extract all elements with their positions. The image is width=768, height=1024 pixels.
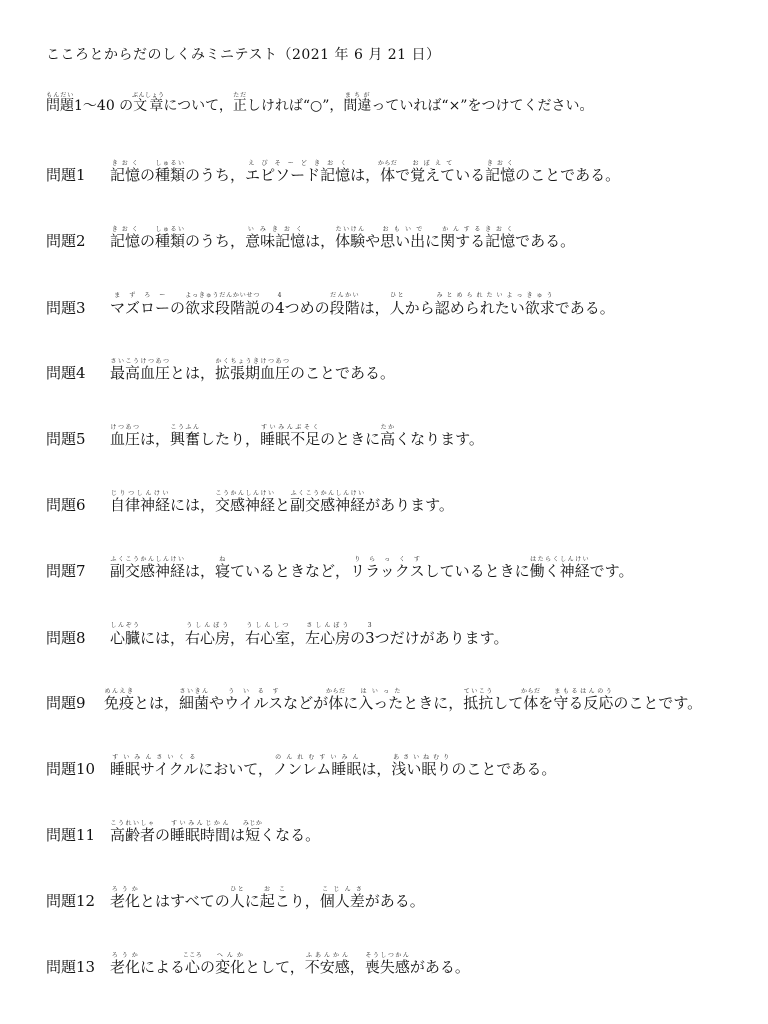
ruby-word: 左心房さしんぼう — [305, 622, 351, 647]
ruby-word: 記憶きおく — [485, 160, 516, 184]
ruby-reading: かんするきおく — [440, 226, 516, 233]
text-segment: とは， — [170, 364, 216, 382]
ruby-word: リラックスりらっくす — [350, 556, 425, 580]
ruby-word: 自律神経じりつしんけい — [110, 490, 171, 514]
ruby-word: 老化ろうか — [110, 886, 141, 910]
question-number: 問題5 — [46, 430, 86, 448]
ruby-reading: こころ — [182, 952, 203, 959]
question-text — [110, 556, 634, 580]
text-segment: は， — [361, 760, 392, 778]
ruby-word: 入ったはいった — [358, 688, 404, 712]
text-segment: ときに， — [403, 694, 464, 712]
ruby-reading: さいきん — [179, 688, 210, 695]
question-text — [110, 424, 484, 448]
ruby-reading: こじんさ — [319, 886, 365, 893]
ruby-word: 高齢者こうれいしゃ — [110, 820, 156, 844]
ruby-reading: うしんぼう — [185, 622, 231, 629]
question-item — [46, 754, 556, 779]
ruby-reading: ふくこうかんしんけい — [110, 556, 186, 563]
text-segment: や — [365, 232, 381, 250]
ruby-word: 覚えておぼえて — [410, 160, 456, 184]
ruby-word: 短みじか — [242, 820, 263, 844]
ruby-reading: しゅるい — [155, 226, 186, 233]
ruby-word: 最高血圧さいこうけつあつ — [110, 358, 171, 382]
ruby-word: 体からだ — [325, 688, 346, 712]
ruby-reading: ういるす — [224, 688, 284, 695]
question-item — [46, 490, 454, 515]
ruby-reading: おもいで — [380, 226, 426, 233]
ruby-reading: すいみんさいくる — [110, 754, 199, 761]
ruby-word: 思い出おもいで — [380, 226, 426, 250]
question-number: 問題4 — [46, 364, 86, 382]
question-text — [110, 292, 615, 317]
ruby-word: ウイルスういるす — [224, 688, 284, 712]
text-segment: で — [395, 166, 411, 184]
question-item — [46, 424, 484, 449]
ruby-reading: からだ — [377, 160, 398, 167]
text-segment: として， — [245, 958, 305, 976]
ruby-word: 間違まちが — [343, 92, 372, 114]
text-segment: して — [493, 694, 524, 712]
question-number: 問題8 — [46, 629, 86, 647]
question-item — [46, 226, 575, 251]
text-segment: がある。 — [409, 958, 470, 976]
ruby-reading: たか — [380, 424, 396, 431]
ruby-reading: そうしつかん — [364, 952, 410, 959]
question-item — [46, 952, 470, 977]
text-segment: の — [350, 629, 366, 647]
ruby-word: 33 — [365, 622, 375, 647]
instructions-body — [74, 92, 594, 114]
ruby-word: 血圧けつあつ — [110, 424, 141, 448]
text-segment: の — [200, 958, 216, 976]
question-text — [104, 688, 703, 712]
ruby-word: 記憶きおく — [110, 226, 141, 250]
ruby-word: 老化ろうか — [110, 952, 141, 976]
ruby-reading: こうふん — [170, 424, 201, 431]
ruby-word: 心臓しんぞう — [110, 622, 141, 647]
ruby-word: 段階だんかい — [329, 292, 360, 317]
ruby-word: 種類しゅるい — [155, 160, 186, 184]
ruby-word: 働く神経はたらくしんけい — [529, 556, 590, 580]
text-segment: ， — [230, 629, 246, 647]
ruby-word: 免疫めんえき — [104, 688, 135, 712]
ruby-word: 不安感ふあんかん — [304, 952, 350, 976]
ruby-reading: しんぞう — [110, 622, 141, 629]
ruby-reading: きおく — [110, 160, 141, 167]
text-segment: の — [260, 299, 276, 317]
ruby-word: 細菌さいきん — [179, 688, 210, 712]
ruby-word: 欲求段階説よっきゅうだんかいせつ — [185, 292, 261, 317]
text-segment: は， — [185, 562, 216, 580]
ruby-reading: みとめられたいよっきゅう — [434, 292, 555, 299]
text-segment: いる — [455, 166, 486, 184]
ruby-reading: こうかんしんけい — [215, 490, 276, 497]
ruby-word: 変化へんか — [215, 952, 246, 976]
ruby-reading: ふあんかん — [304, 952, 350, 959]
text-segment: のうち， — [185, 166, 246, 184]
ruby-word: 副交感神経ふくこうかんしんけい — [290, 490, 366, 514]
ruby-reading: こうれいしゃ — [110, 820, 156, 827]
ruby-word: 記憶きおく — [110, 160, 141, 184]
text-segment: は， — [359, 299, 390, 317]
ruby-reading: りらっくす — [350, 556, 425, 563]
text-segment: において， — [198, 760, 273, 778]
ruby-word: 高たか — [380, 424, 396, 448]
ruby-word: ノンレム睡眠のんれむすいみん — [272, 754, 362, 778]
ruby-reading: きおく — [110, 226, 141, 233]
text-segment: の — [155, 826, 171, 844]
ruby-word: 右心室うしんしつ — [245, 622, 291, 647]
text-segment: ， — [290, 629, 306, 647]
ruby-word: 44 — [275, 292, 285, 317]
ruby-reading: ていこう — [463, 688, 494, 695]
text-segment: に — [343, 694, 359, 712]
ruby-reading: きおく — [485, 160, 516, 167]
ruby-reading: からだ — [521, 688, 541, 695]
ruby-reading: からだ — [325, 688, 346, 695]
ruby-word: 関する記憶かんするきおく — [440, 226, 516, 250]
question-item — [46, 556, 633, 581]
text-segment: は， — [305, 232, 336, 250]
text-segment: に — [425, 232, 441, 250]
ruby-word: 体験たいけん — [335, 226, 366, 250]
ruby-word: 個人差こじんさ — [319, 886, 365, 910]
worksheet-title: こころとからだのしくみミニテスト（2021 年 6 月 21 日） — [46, 47, 441, 63]
text-segment: です。 — [589, 562, 634, 580]
ruby-reading: いみきおく — [245, 226, 306, 233]
ruby-reading: おぼえて — [410, 160, 456, 167]
question-text — [110, 490, 454, 514]
ruby-word: 睡眠時間すいみんじかん — [170, 820, 231, 844]
text-segment: つめの — [284, 299, 330, 317]
text-segment: のことです。 — [613, 694, 703, 712]
question-item — [46, 820, 320, 845]
question-item — [46, 292, 615, 318]
ruby-word: 意味記憶いみきおく — [245, 226, 306, 250]
instructions-label — [46, 92, 74, 114]
ruby-reading: まもるはんのう — [553, 688, 614, 695]
ruby-reading: けつあつ — [110, 424, 141, 431]
text-segment: しているときに — [424, 562, 530, 580]
question-text — [110, 886, 425, 910]
ruby-reading: まちが — [343, 92, 372, 99]
ruby-reading: さいこうけつあつ — [110, 358, 171, 365]
text-segment: しければ“○”， — [246, 98, 344, 114]
ruby-word: 喪失感そうしつかん — [364, 952, 410, 976]
instructions-line — [46, 92, 593, 115]
ruby-reading: ひと — [229, 886, 245, 893]
ruby-reading: すいみんじかん — [170, 820, 231, 827]
ruby-reading: じりつしんけい — [110, 490, 171, 497]
ruby-word: マズローまずろー — [110, 292, 171, 317]
ruby-word: 認められたい欲求みとめられたいよっきゅう — [434, 292, 555, 317]
question-number: 問題3 — [46, 299, 86, 317]
question-item — [46, 358, 395, 383]
ruby-word: 体からだ — [377, 160, 398, 184]
text-segment: くなります。 — [395, 430, 484, 448]
question-item — [46, 688, 702, 713]
ruby-reading: すいみんぶそく — [260, 424, 321, 431]
text-segment: には， — [170, 496, 216, 514]
question-number: 問題6 — [46, 496, 86, 514]
ruby-reading: ね — [215, 556, 231, 563]
ruby-reading: 4 — [275, 292, 285, 299]
ruby-word: 人ひと — [229, 886, 245, 910]
text-segment: のうち， — [185, 232, 246, 250]
text-segment: は， — [350, 166, 381, 184]
text-segment: に — [244, 892, 260, 910]
text-segment: のことである。 — [515, 166, 621, 184]
text-segment: は， — [140, 430, 171, 448]
ruby-word: 体からだ — [521, 688, 541, 712]
ruby-word: 浅い眠りあさいねむり — [391, 754, 452, 778]
ruby-word: 種類しゅるい — [155, 226, 186, 250]
question-text — [110, 754, 557, 778]
ruby-reading: しゅるい — [155, 160, 186, 167]
ruby-word: 右心房うしんぼう — [185, 622, 231, 647]
question-item — [46, 886, 425, 911]
ruby-reading: はいった — [358, 688, 404, 695]
question-number: 問題9 — [46, 694, 86, 712]
ruby-reading: だんかい — [329, 292, 360, 299]
question-number: 問題2 — [46, 232, 86, 250]
ruby-word: 抵抗ていこう — [463, 688, 494, 712]
text-segment: には， — [140, 629, 186, 647]
ruby-reading: あさいねむり — [391, 754, 452, 761]
ruby-word: 睡眠不足すいみんぶそく — [260, 424, 321, 448]
ruby-word: 守る反応まもるはんのう — [553, 688, 614, 712]
ruby-reading: うしんしつ — [245, 622, 291, 629]
text-segment: の — [170, 299, 186, 317]
text-segment: である。 — [515, 232, 576, 250]
question-number: 問題7 — [46, 562, 86, 580]
ruby-word: 交感神経こうかんしんけい — [215, 490, 276, 514]
text-segment: のときに — [320, 430, 381, 448]
ruby-word: エピソード記憶えぴそーどきおく — [245, 160, 351, 184]
text-segment: したり， — [200, 430, 261, 448]
question-number: 問題10 — [46, 760, 96, 778]
instructions-label-text: 問題 — [46, 98, 74, 114]
question-number: 問題1 — [46, 166, 86, 184]
text-segment: は — [230, 826, 246, 844]
ruby-word: 副交感神経ふくこうかんしんけい — [110, 556, 186, 580]
ruby-reading: ひと — [389, 292, 405, 299]
text-segment: から — [404, 299, 435, 317]
ruby-word: 寝ね — [215, 556, 231, 580]
ruby-word: 文章ぶんしょう — [132, 92, 165, 114]
ruby-reading: えぴそーどきおく — [245, 160, 351, 167]
ruby-word: 正ただ — [232, 92, 247, 114]
question-item — [46, 622, 508, 648]
ruby-reading: かくちょうきけつあつ — [215, 358, 291, 365]
text-segment: である。 — [554, 299, 615, 317]
question-number: 問題11 — [46, 826, 96, 844]
question-text — [110, 358, 396, 382]
question-item — [46, 160, 620, 185]
text-segment: くなる。 — [260, 826, 321, 844]
text-segment: の — [140, 232, 156, 250]
text-segment: がある。 — [364, 892, 425, 910]
ruby-word: 睡眠サイクルすいみんさいくる — [110, 754, 199, 778]
text-segment: のことである。 — [290, 364, 396, 382]
text-segment: とは， — [134, 694, 180, 712]
ruby-reading: ふくこうかんしんけい — [290, 490, 366, 497]
ruby-reading: まずろー — [110, 292, 171, 299]
text-segment: の — [140, 166, 156, 184]
ruby-word: 起こおこ — [259, 886, 290, 910]
question-number: 問題12 — [46, 892, 96, 910]
text-segment: のことである。 — [451, 760, 557, 778]
text-segment: っていれば“×”をつけてください。 — [371, 98, 594, 114]
question-number: 問題13 — [46, 958, 96, 976]
instructions-label-ruby: もんだい — [46, 92, 74, 99]
ruby-word: 人ひと — [389, 292, 405, 317]
ruby-reading: おこ — [259, 886, 290, 893]
question-text — [110, 226, 576, 250]
text-segment: つだけがあります。 — [374, 629, 509, 647]
text-segment: とはすべての — [140, 892, 230, 910]
text-segment: を — [538, 694, 554, 712]
text-segment: 1～40 の — [74, 98, 134, 114]
ruby-reading: ろうか — [110, 886, 141, 893]
ruby-word: 心こころ — [182, 952, 203, 976]
ruby-word: 興奮こうふん — [170, 424, 201, 448]
ruby-reading: ろうか — [110, 952, 141, 959]
text-segment: による — [140, 958, 186, 976]
text-segment: ているときなど， — [230, 562, 351, 580]
ruby-reading: たいけん — [335, 226, 366, 233]
text-segment: り， — [289, 892, 320, 910]
question-text — [110, 820, 321, 844]
text-segment: などが — [283, 694, 329, 712]
text-segment: があります。 — [365, 496, 454, 514]
ruby-reading: めんえき — [104, 688, 135, 695]
question-text — [110, 622, 509, 647]
text-segment: ， — [349, 958, 365, 976]
ruby-reading: へんか — [215, 952, 246, 959]
ruby-reading: ただ — [232, 92, 247, 99]
ruby-reading: 3 — [365, 622, 375, 629]
ruby-reading: よっきゅうだんかいせつ — [185, 292, 261, 299]
ruby-word: 拡張期血圧かくちょうきけつあつ — [215, 358, 291, 382]
text-segment: と — [275, 496, 291, 514]
ruby-reading: みじか — [242, 820, 263, 827]
ruby-reading: のんれむすいみん — [272, 754, 362, 761]
ruby-reading: さしんぼう — [305, 622, 351, 629]
question-text — [110, 160, 621, 184]
text-segment: について， — [163, 98, 233, 114]
question-text — [110, 952, 470, 976]
text-segment: や — [209, 694, 225, 712]
ruby-reading: ぶんしょう — [132, 92, 165, 99]
ruby-reading: はたらくしんけい — [529, 556, 590, 563]
